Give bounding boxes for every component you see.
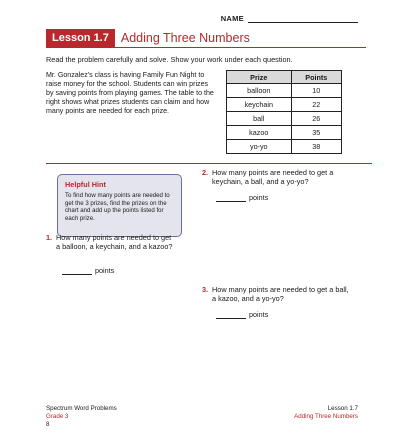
table-cell-points: 38	[291, 140, 341, 154]
table-cell-prize: yo-yo	[227, 140, 292, 154]
footer-left	[46, 405, 117, 429]
hint-title: Helpful Hint	[65, 180, 106, 189]
table-cell-points: 22	[291, 98, 341, 112]
question-number: 2.	[202, 168, 209, 177]
table-row	[227, 98, 342, 112]
instructions: Read the problem carefully and solve. Show your work under each question.	[46, 55, 293, 64]
table-cell-points: 10	[291, 84, 341, 98]
answer-line[interactable]	[216, 194, 246, 202]
table-row	[227, 84, 342, 98]
question-1	[46, 233, 176, 251]
table-cell-prize: keychain	[227, 98, 292, 112]
footer-lesson-title: Adding Three Numbers	[294, 413, 358, 420]
table-header-row	[227, 71, 342, 84]
table-cell-prize: ball	[227, 112, 292, 126]
hint-text: To find how many points are needed to get the 3 prizes, find the prizes on the chart and add up the points listed for each prize.	[65, 192, 170, 222]
footer-lesson: Lesson 1.7	[327, 405, 358, 412]
answer-line[interactable]	[62, 267, 92, 275]
question-2	[202, 168, 352, 186]
question-text: How many points are needed to get a keychain, a ball, and a yo-yo?	[212, 168, 334, 186]
lesson-header	[46, 29, 366, 48]
name-label: NAME	[220, 14, 244, 23]
answer-unit: points	[249, 193, 269, 202]
question-number: 1.	[46, 233, 53, 242]
footer-book-title: Spectrum Word Problems	[46, 405, 117, 412]
table-row	[227, 126, 342, 140]
prize-table	[226, 70, 342, 154]
answer-3	[216, 310, 268, 319]
name-field	[221, 14, 358, 23]
table-cell-prize: kazoo	[227, 126, 292, 140]
answer-2	[216, 193, 268, 202]
table-row	[227, 112, 342, 126]
table-header-points: Points	[291, 71, 341, 84]
table-cell-points: 26	[291, 112, 341, 126]
answer-unit: points	[249, 310, 269, 319]
intro-paragraph: Mr. Gonzalez's class is having Family Fun Night to raise money for the school. Students can win prizes by saving points from playing games. The table to the right shows what prizes students can claim and how many points are needed for each prize.	[46, 71, 214, 115]
question-number: 3.	[202, 285, 209, 294]
section-divider	[46, 163, 372, 164]
page-number: 8	[46, 421, 50, 428]
footer-grade: Grade 3	[46, 413, 69, 420]
question-3	[202, 285, 352, 303]
table-cell-prize: balloon	[227, 84, 292, 98]
table-header-prize: Prize	[227, 71, 292, 84]
name-line[interactable]	[248, 14, 358, 23]
answer-unit: points	[95, 266, 115, 275]
footer-right	[294, 405, 358, 421]
table-row	[227, 140, 342, 154]
lesson-title: Adding Three Numbers	[120, 31, 250, 45]
question-text: How many points are needed to get a ball, a kazoo, and a yo-yo?	[212, 285, 349, 303]
helpful-hint-box	[57, 174, 182, 237]
question-text: How many points are needed to get a balloon, a keychain, and a kazoo?	[56, 233, 173, 251]
answer-1	[62, 266, 114, 275]
lesson-badge: Lesson 1.7	[46, 29, 115, 47]
table-cell-points: 35	[291, 126, 341, 140]
answer-line[interactable]	[216, 311, 246, 319]
